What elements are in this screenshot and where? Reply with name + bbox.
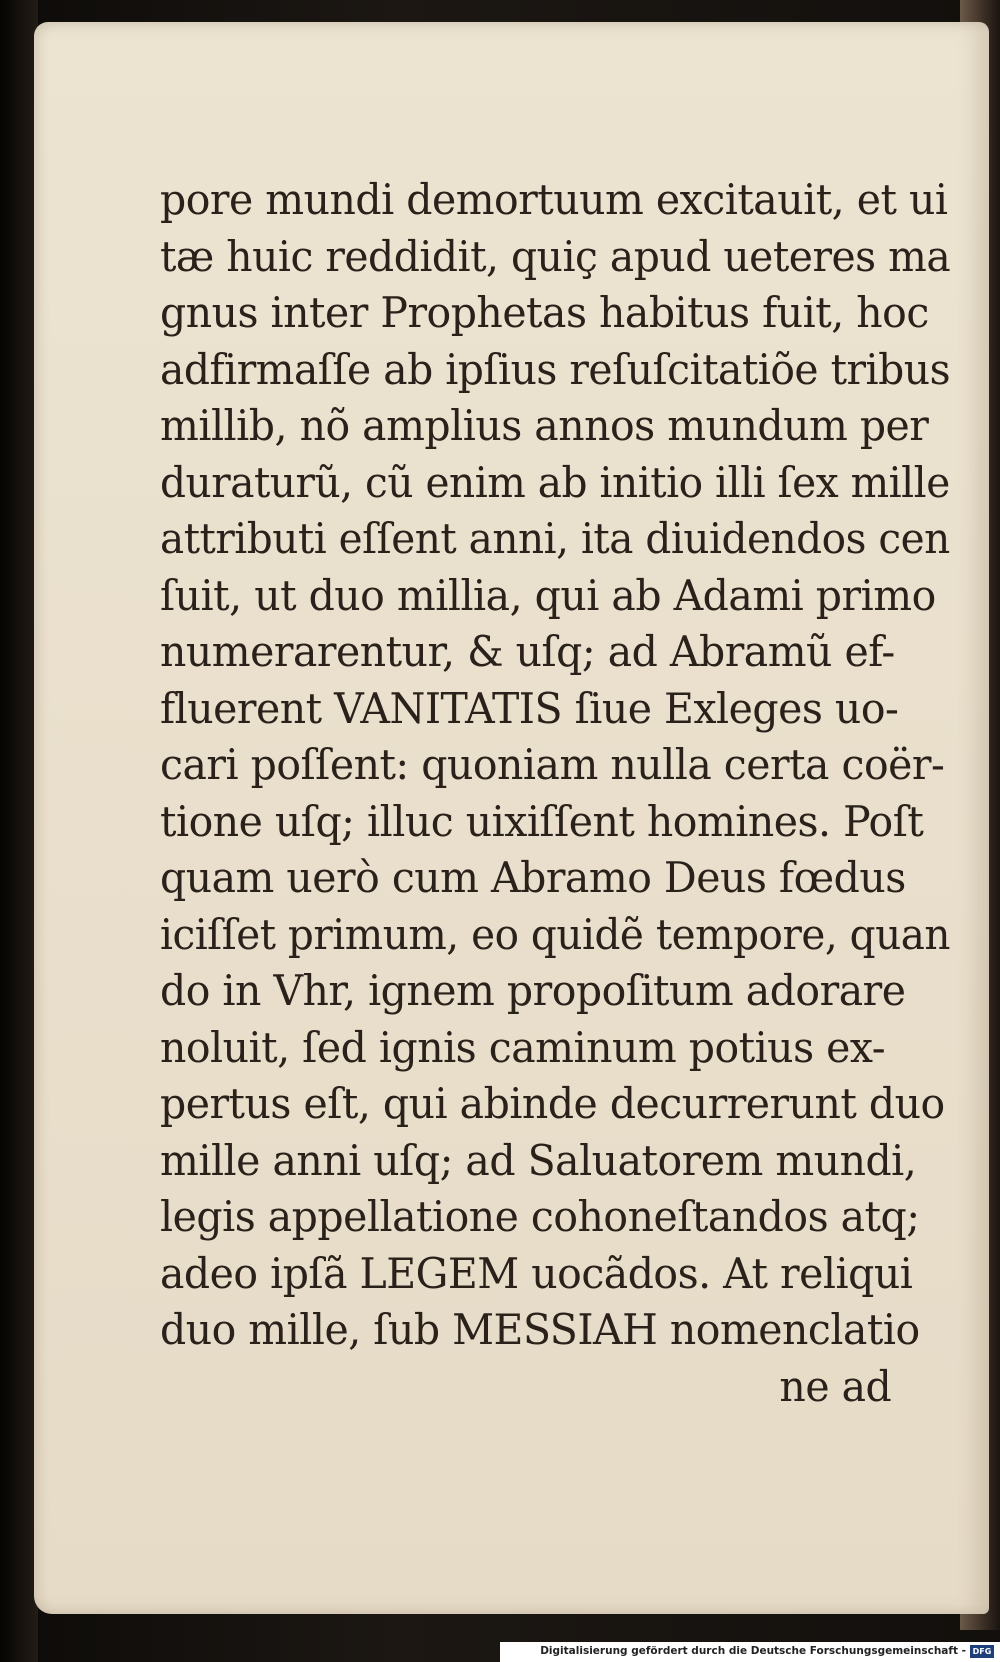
book-page	[34, 22, 989, 1614]
digitization-footer	[500, 1642, 1000, 1662]
text-line: attributi eſſent anni, ita diuidendos cen	[160, 514, 950, 563]
dfg-logo-icon: DFG	[970, 1645, 994, 1658]
text-line: gnus inter Prophetas habitus fuit, hoc	[160, 288, 929, 337]
text-line: adfirmaſſe ab ipſius reſuſcitatiõe tribus	[160, 344, 951, 394]
text-line: numerarentur, & uſq; ad Abramũ ef-	[160, 627, 895, 676]
text-line: iciſſet primum, eo quidẽ tempore, quan	[160, 909, 951, 959]
text-line: quam uerò cum Abramo Deus fœdus	[160, 853, 906, 902]
text-line: pertus eſt, qui abinde decurrerunt duo	[160, 1079, 945, 1128]
catchword: ne ad	[779, 1361, 892, 1411]
text-line: legis appellatione cohoneſtandos atq;	[160, 1192, 920, 1241]
text-line: adeo ipſã LEGEM uocãdos. At reliqui	[160, 1248, 913, 1298]
text-line: tæ huic reddidit, quiç apud ueteres ma	[160, 231, 951, 281]
funding-credit: Digitalisierung gefördert durch die Deutsche Forschungsgemeinschaft -	[540, 1645, 966, 1657]
text-line: pore mundi demortuum excitauit, et ui	[160, 175, 948, 224]
text-line: duraturũ, cũ enim ab initio illi ſex mille	[160, 457, 950, 507]
page-text	[160, 172, 970, 1415]
text-line: do in Vhr, ignem propoſitum adorare	[160, 966, 906, 1015]
text-line: ſuit, ut duo millia, qui ab Adami primo	[160, 570, 936, 620]
text-line: millib, nõ amplius annos mundum per	[160, 401, 929, 450]
text-line: mille anni uſq; ad Saluatorem mundi,	[160, 1135, 917, 1185]
text-line: fluerent VANITATIS ſiue Exleges uo-	[160, 683, 899, 733]
text-line: tione uſq; illuc uixiſſent homines. Poſt	[160, 796, 924, 846]
text-line: noluit, ſed ignis caminum potius ex-	[160, 1022, 886, 1072]
text-line: duo mille, ſub MESSIAH nomenclatio	[160, 1305, 920, 1354]
book-spine-shadow	[0, 0, 38, 1662]
text-line: cari poſſent: quoniam nulla certa coër-	[160, 740, 945, 789]
